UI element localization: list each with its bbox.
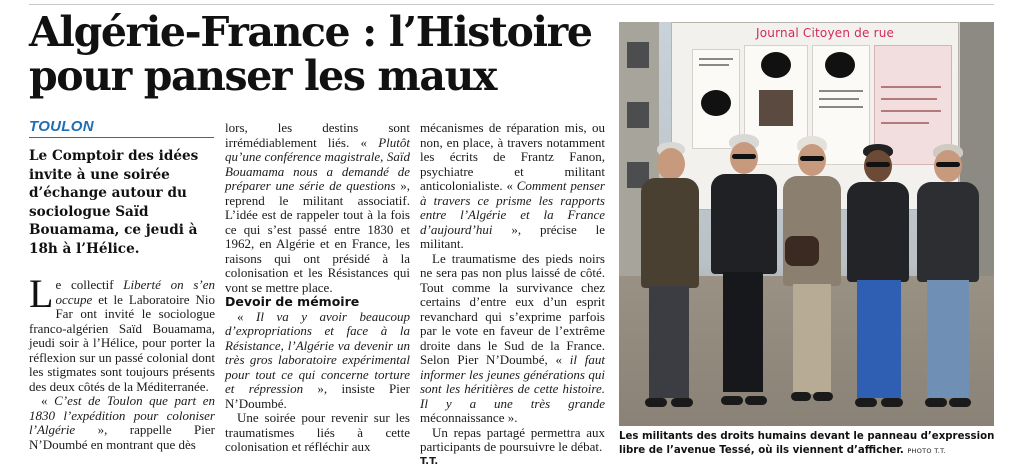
continued-text: Comment bbox=[516, 178, 571, 193]
paragraph-1: Le collectif Liberté on s’en occupe et le Laboratoire Nio Far ont invité le sociologue franco-algérien Saïd Bouamama, jeudi soir à l’Hélice, pour porter la réflexion sur un passé colonial dont les stigmates sont toujours présents des deux côtés de la Méditerranée. bbox=[29, 271, 215, 394]
subhead: Devoir de mémoire bbox=[225, 294, 360, 309]
continued-text: lors, les destins sont irrémédiablement liés. « bbox=[225, 120, 410, 150]
board-title: Journal Citoyen de rue bbox=[756, 26, 895, 40]
caption-text: Les militants des droits humains devant le panneau d’expression libre de l’avenue Tessé, où ils viennent d’afficher. bbox=[619, 431, 995, 456]
paragraph-4-continued bbox=[420, 121, 605, 252]
paragraph-5: Le traumatisme des pieds noirs ne sera pas non plus laissé de côté. Tout comme la survivance chez certains d’entre eux d’un esprit revanchard qui s’exprime parfois par le vote en faveur de l’extrême droite dans le Sud de la France. Selon Pier N’Doumbé, « il faut informer les jeunes générations qui sont les héritières de cette histoire. Il y a une très grande méconnaissance ». bbox=[420, 250, 605, 425]
photo-caption bbox=[619, 430, 999, 459]
section-tag: TOULON bbox=[29, 118, 214, 138]
window bbox=[627, 102, 649, 128]
continued-text: », reprend le militant associatif. L’idée est de rappeler tout à la fois ce qui s’est passé entre 1830 et 1962, en Algérie et en France, les raisons qui ont présidé à la colonisation et les Résistances qui vont se mettre place. bbox=[225, 178, 410, 295]
window bbox=[627, 42, 649, 68]
person bbox=[709, 134, 779, 414]
continued-text: penser à travers ce prisme les rapports entre l’Algérie et la France d’aujourd’hui bbox=[420, 178, 605, 237]
paragraph-6: Un repas partagé permettra aux participants de poursuivre le débat. bbox=[420, 424, 605, 454]
article-column-2 bbox=[225, 121, 410, 455]
signature: T.T. bbox=[420, 455, 439, 467]
paragraph-3: « Il va y avoir beaucoup d’expropriations et face à la Résistance, l’Algérie va devenir un très gros laboratoire expérimental pour tout ce qui concerne torture et répression », insiste Pier N’Doumbé. bbox=[225, 308, 411, 411]
person bbox=[779, 136, 845, 416]
top-rule bbox=[29, 4, 994, 5]
handbag bbox=[785, 236, 819, 266]
person bbox=[639, 142, 701, 412]
continued-text: mécanismes de réparation mis, ou non, en place, à travers notamment les écrits de Frantz Fanon, psychiatre et militant anticolonialiste. « bbox=[420, 120, 605, 193]
article-column-3 bbox=[420, 121, 605, 469]
headline bbox=[29, 10, 619, 98]
article-column-1 bbox=[29, 271, 215, 452]
person bbox=[845, 144, 911, 414]
paragraph-2-continued bbox=[225, 121, 410, 295]
headline-line-2: pour panser les maux bbox=[29, 52, 497, 100]
continued-text: Plutôt bbox=[378, 134, 410, 150]
headline-line-1: Algérie-France : l’Histoire bbox=[29, 8, 592, 56]
paragraph-4: Une soirée pour revenir sur les traumatismes liés à cette colonisation et réfléchir aux bbox=[225, 410, 410, 454]
photo bbox=[619, 22, 994, 426]
continued-text: », précise le militant. bbox=[420, 221, 605, 251]
continued-text: qu’une conférence magistrale, Saïd Bouamama nous a demandé de préparer une série de questions bbox=[225, 149, 410, 193]
drop-cap: L bbox=[29, 271, 54, 316]
photo-credit: PHOTO T.T. bbox=[907, 446, 946, 455]
paragraph-2: « C’est de Toulon que part en 1830 l’expédition pour coloniser l’Algérie », rappelle Pier N’Doumbé en montrant que dès bbox=[29, 393, 215, 452]
person bbox=[913, 144, 983, 414]
lede: Le Comptoir des idées invite à une soirée d’échange autour du sociologue Saïd Bouamama, ce jeudi à 18h à l’Hélice. bbox=[29, 148, 199, 257]
portrait bbox=[759, 90, 793, 126]
